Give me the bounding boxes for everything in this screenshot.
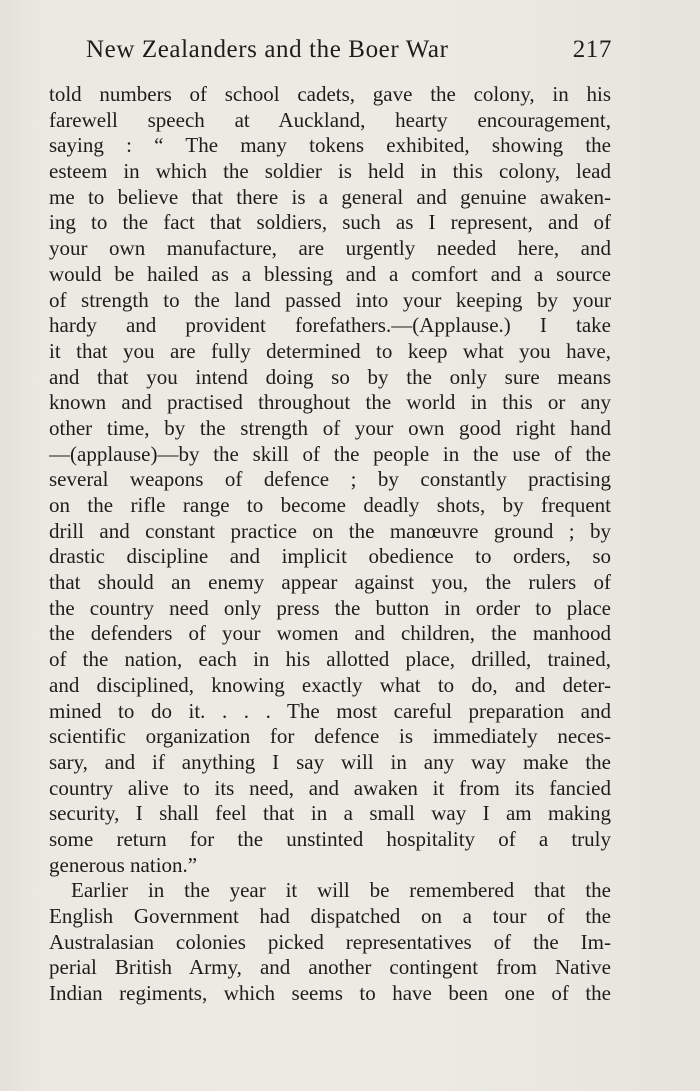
text-line: me to believe that there is a general and genuine awaken- <box>49 184 611 209</box>
running-header <box>86 36 612 70</box>
paragraph-start-line: Earlier in the year it will be remembered that the <box>71 878 611 903</box>
text-line: and that you intend doing so by the only sure means <box>49 364 611 389</box>
text-line: English Government had dispatched on a tour of the <box>49 904 611 928</box>
text-line: other time, by the strength of your own good right hand <box>49 415 611 440</box>
text-line: farewell speech at Auckland, hearty encouragement, <box>49 107 611 132</box>
text-line: your own manufacture, are urgently needed here, and <box>49 236 611 261</box>
text-line: esteem in which the soldier is held in this colony, lead <box>49 159 611 184</box>
text-line: ing to the fact that soldiers, such as I represent, and of <box>49 210 611 235</box>
body-text <box>49 82 611 1007</box>
text-line: Indian regiments, which seems to have been one of the <box>49 981 611 1006</box>
text-line: Australasian colonies picked representatives of the Im- <box>49 929 611 954</box>
text-line: told numbers of school cadets, gave the colony, in his <box>49 82 611 106</box>
text-line: known and practised throughout the world in this or any <box>49 390 611 415</box>
text-line: of strength to the land passed into your keeping by your <box>49 287 611 312</box>
text-line: drill and constant practice on the manœuvre ground ; by <box>49 518 611 543</box>
text-line: hardy and provident forefathers.—(Applause.) I take <box>49 313 611 338</box>
text-line: —(applause)—by the skill of the people in the use of the <box>49 441 611 466</box>
text-line: country alive to its need, and awaken it from its fancied <box>49 775 611 800</box>
page-number: 217 <box>572 36 612 63</box>
text-line: that should an enemy appear against you, the rulers of <box>49 570 611 595</box>
text-line: saying : “ The many tokens exhibited, showing the <box>49 133 611 158</box>
text-line: of the nation, each in his allotted place, drilled, trained, <box>49 647 611 672</box>
text-line: drastic discipline and implicit obedience to orders, so <box>49 544 611 569</box>
text-line: several weapons of defence ; by constantly practising <box>49 467 611 492</box>
paragraph-end-line: generous nation.” <box>49 852 198 877</box>
text-line: the defenders of your women and children, the manhood <box>49 621 611 646</box>
text-line: mined to do it. . . . The most careful preparation and <box>49 698 611 723</box>
text-line: sary, and if anything I say will in any way make the <box>49 749 611 774</box>
text-line: on the rifle range to become deadly shots, by frequent <box>49 493 611 517</box>
text-line: the country need only press the button in order to place <box>49 595 611 620</box>
text-line: it that you are fully determined to keep what you have, <box>49 338 611 363</box>
running-title: New Zealanders and the Boer War <box>86 36 449 63</box>
text-line: would be hailed as a blessing and a comfort and a source <box>49 261 611 286</box>
text-line: some return for the unstinted hospitality of a truly <box>49 826 611 851</box>
text-line: security, I shall feel that in a small way I am making <box>49 801 611 826</box>
text-line: scientific organization for defence is immediately neces- <box>49 724 611 749</box>
text-line: and disciplined, knowing exactly what to do, and deter- <box>49 672 611 697</box>
text-line: perial British Army, and another contingent from Native <box>49 955 611 980</box>
